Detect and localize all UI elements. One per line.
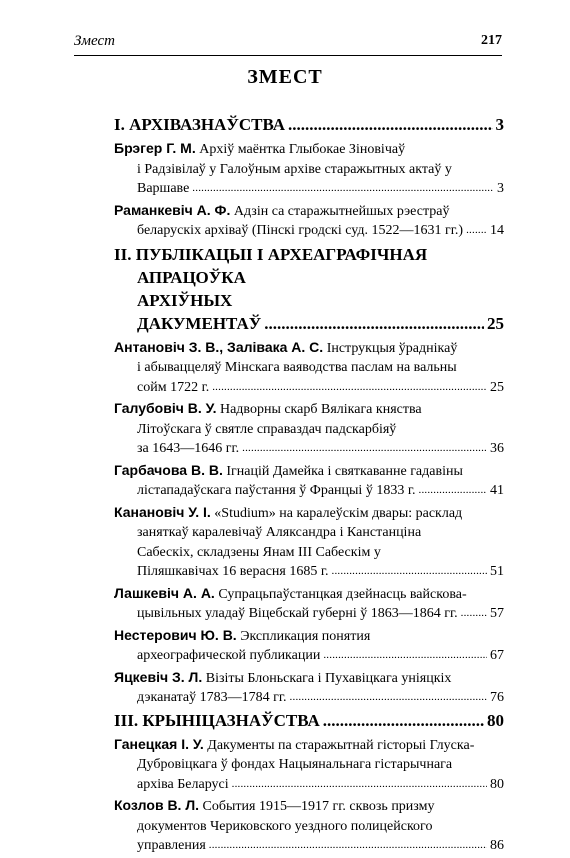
- entry-title-text: цывільных уладаў Віцебскай губерні ў 1863—1864 гг.: [137, 606, 458, 621]
- entry-page: 51: [490, 564, 504, 579]
- entry-line: [114, 139, 504, 160]
- entry-author: Раманкевіч А. Ф.: [114, 201, 231, 218]
- entry-author: Лашкевіч А. А.: [114, 584, 215, 601]
- entry-page: 57: [490, 606, 504, 621]
- entry-text-wrap: [114, 626, 371, 644]
- entry-text-wrap: [137, 545, 381, 560]
- entry-text-wrap: [137, 439, 239, 459]
- entry-line: [114, 523, 504, 543]
- entry-text-wrap: [114, 735, 475, 753]
- dot-leader: [264, 312, 484, 335]
- entry-text-wrap: [114, 799, 435, 814]
- dot-leader: [232, 775, 487, 795]
- toc-entry: [114, 503, 504, 582]
- entry-line: [114, 626, 504, 647]
- entry-title-text: Супрацьпаўстанцкая дзейнасць вайскова-: [218, 586, 467, 602]
- dot-leader: [288, 114, 493, 135]
- toc-entry: [114, 796, 504, 856]
- dot-leader: [332, 562, 487, 582]
- entry-author: Антановіч З. В., Залівака А. С.: [114, 338, 324, 355]
- section-page: 25: [487, 313, 504, 333]
- entry-title-text: Сабескіх, складзены Янам III Сабескім у: [137, 544, 381, 560]
- entry-line: [114, 688, 504, 708]
- dot-leader: [209, 836, 487, 856]
- entry-title-text: Надворны скарб Вялікага княства: [219, 402, 422, 417]
- dot-leader: [192, 179, 494, 199]
- entry-text-wrap: [114, 503, 463, 521]
- entry-text-wrap: [114, 338, 458, 356]
- entry-title-text: за 1643—1646 гг.: [137, 441, 240, 456]
- running-header: [74, 31, 502, 53]
- entry-text-wrap: [137, 819, 432, 834]
- entry-line: [114, 562, 504, 582]
- entry-title-text: архіва Беларусі: [137, 776, 229, 792]
- entry-title-text: Адзін са старажытнейшых рэестраў: [233, 203, 450, 219]
- entry-page: 41: [490, 483, 504, 498]
- entry-title-text: Ігнацій Дамейка і святкаванне гадавіны: [226, 463, 463, 479]
- entry-title-text: Дакументы па старажытнай гісторыі Глуска-: [207, 737, 475, 753]
- entry-title-text: лістападаўскага паўстання ў Францыі ў 1833 г.: [137, 483, 416, 498]
- entry-text-wrap: [114, 142, 405, 157]
- entry-author: Канановіч У. І.: [114, 503, 211, 520]
- dot-leader: [419, 481, 488, 501]
- entry-line: [114, 646, 504, 666]
- section-title-text: АПРАЦОЎКА АРХІЎНЫХ ДАКУМЕНТАЎ: [137, 267, 262, 333]
- section-title-line: II. ПУБЛІКАЦЫІ І АРХЕАГРАФІЧНАЯ: [114, 244, 428, 264]
- entry-line: [114, 604, 504, 624]
- entry-title-text: дэканатаў 1783—1784 гг.: [137, 690, 287, 705]
- entry-line: [114, 420, 504, 440]
- section-page: 3: [495, 115, 504, 134]
- entry-line: [114, 796, 504, 817]
- table-of-contents: [114, 114, 504, 858]
- entry-text-wrap: [114, 668, 452, 686]
- entry-title-text: Піляшкавічах 16 верасня 1685 г.: [137, 564, 329, 579]
- entry-text-wrap: [137, 360, 457, 375]
- entry-line: [114, 221, 504, 241]
- entry-title-text: заняткаў каралевічаў Аляксандра і Канстанціна: [137, 525, 422, 540]
- entry-line: [114, 461, 504, 482]
- entry-text-wrap: [137, 162, 452, 177]
- entry-title-text: «Studium» на каралеўскім двары: расклад: [214, 505, 463, 521]
- entry-title-text: беларускіх архіваў (Пінскі гродскі суд. 1522—1631 гг.): [137, 223, 464, 238]
- entry-text-wrap: [114, 201, 450, 219]
- entry-text-wrap: [137, 836, 206, 856]
- entry-title-text: Візіты Блоньскага і Пухавіцкага уніяцкіх: [205, 670, 452, 686]
- entry-line: [114, 439, 504, 459]
- entry-line: [114, 201, 504, 222]
- entry-author: Нестерович Ю. В.: [114, 626, 237, 643]
- entry-text-wrap: [137, 481, 416, 501]
- toc-entry: [114, 584, 504, 624]
- section-heading: [114, 114, 504, 135]
- dot-leader: [323, 710, 484, 731]
- page-number: 217: [481, 33, 502, 48]
- entry-title-text: і Радзівілаў у Галоўным архіве старажытных актаў у: [137, 161, 452, 177]
- running-title: Змест: [74, 33, 115, 49]
- entry-line: [114, 584, 504, 605]
- section-title: III. КРЫНІЦАЗНАЎСТВА: [114, 710, 320, 730]
- entry-text-wrap: [137, 775, 229, 795]
- entry-title-text: і абываццеляў Мінскага ваяводства паслам на вальны: [137, 360, 457, 375]
- entry-text-wrap: [114, 402, 422, 417]
- toc-entry: [114, 735, 504, 795]
- entry-line: [114, 358, 504, 378]
- section-heading: [114, 710, 504, 731]
- entry-title-text: управления: [137, 838, 206, 853]
- dot-leader: [290, 688, 487, 708]
- entry-line: [114, 179, 504, 199]
- entry-line: [114, 755, 504, 775]
- dot-leader: [242, 439, 487, 459]
- entry-line: [114, 775, 504, 795]
- entry-author: Брэгер Г. М.: [114, 140, 196, 156]
- entry-page: 14: [490, 223, 504, 238]
- entry-author: Козлов В. Л.: [114, 797, 200, 813]
- entry-line: [114, 668, 504, 689]
- toc-entry: [114, 139, 504, 199]
- entry-title-text: Літоўскага ў святле справаздач падскарбіяў: [137, 421, 397, 437]
- entry-text-wrap: [137, 646, 320, 666]
- page-title: ЗМЕСТ: [247, 66, 323, 88]
- dot-leader: [461, 604, 487, 624]
- entry-text-wrap: [137, 179, 189, 199]
- entry-title-text: Дубровіцкага ў фондах Нацыянальнага гістарычнага: [137, 757, 453, 772]
- toc-entry: [114, 461, 504, 501]
- entry-line: [114, 338, 504, 359]
- entry-line: [114, 160, 504, 180]
- entry-page: 80: [490, 776, 504, 792]
- entry-line: [114, 735, 504, 756]
- entry-page: 36: [490, 441, 504, 456]
- entry-text-wrap: [137, 221, 463, 241]
- toc-entry: [114, 399, 504, 459]
- entry-line: [114, 543, 504, 563]
- entry-page: 25: [490, 379, 504, 395]
- entry-page: 67: [490, 648, 504, 663]
- entry-text-wrap: [137, 757, 452, 772]
- entry-author: Ганецкая І. У.: [114, 735, 204, 752]
- toc-entry: [114, 626, 504, 666]
- entry-line: [114, 503, 504, 524]
- entry-title-text: Варшаве: [137, 181, 190, 196]
- entry-title-text: сойм 1722 г.: [137, 379, 210, 395]
- entry-title-text: Экспликация понятия: [240, 628, 371, 644]
- entry-author: Яцкевіч З. Л.: [114, 668, 203, 685]
- entry-text-wrap: [137, 562, 329, 582]
- entry-title-text: События 1915—1917 гг. сквозь призму: [202, 799, 435, 814]
- entry-line: [114, 378, 504, 398]
- entry-text-wrap: [114, 584, 467, 602]
- entry-page: 3: [497, 181, 504, 196]
- entry-text-wrap: [137, 525, 421, 540]
- entry-text-wrap: [137, 604, 458, 624]
- entry-line: [114, 817, 504, 837]
- entry-text-wrap: [137, 688, 287, 708]
- header-rule: [74, 55, 502, 56]
- entry-text-wrap: [114, 461, 463, 479]
- entry-line: [114, 481, 504, 501]
- entry-title-text: Архіў маёнтка Глыбокае Зіновічаў: [199, 142, 406, 157]
- entry-title-text: археографической публикации: [137, 648, 321, 663]
- toc-entry: [114, 338, 504, 398]
- dot-leader: [323, 646, 487, 666]
- entry-text-wrap: [137, 422, 396, 437]
- entry-author: Галубовіч В. У.: [114, 400, 217, 416]
- entry-text-wrap: [137, 378, 209, 398]
- section-heading: [114, 243, 504, 335]
- entry-line: [114, 836, 504, 856]
- toc-entry: [114, 201, 504, 241]
- entry-author: Гарбачова В. В.: [114, 461, 223, 478]
- section-title: I. АРХІВАЗНАЎСТВА: [114, 115, 285, 134]
- entry-page: 86: [490, 838, 504, 853]
- dot-leader: [212, 378, 487, 398]
- entry-title-text: документов Чериковского уездного полицейского: [137, 818, 433, 834]
- section-title-line: [114, 266, 504, 335]
- entry-title-text: Інструкцыя ўраднікаў: [326, 340, 458, 356]
- toc-entry: [114, 668, 504, 708]
- dot-leader: [466, 221, 487, 241]
- entry-page: 76: [490, 690, 504, 705]
- entry-line: [114, 399, 504, 420]
- section-page: 80: [487, 710, 504, 730]
